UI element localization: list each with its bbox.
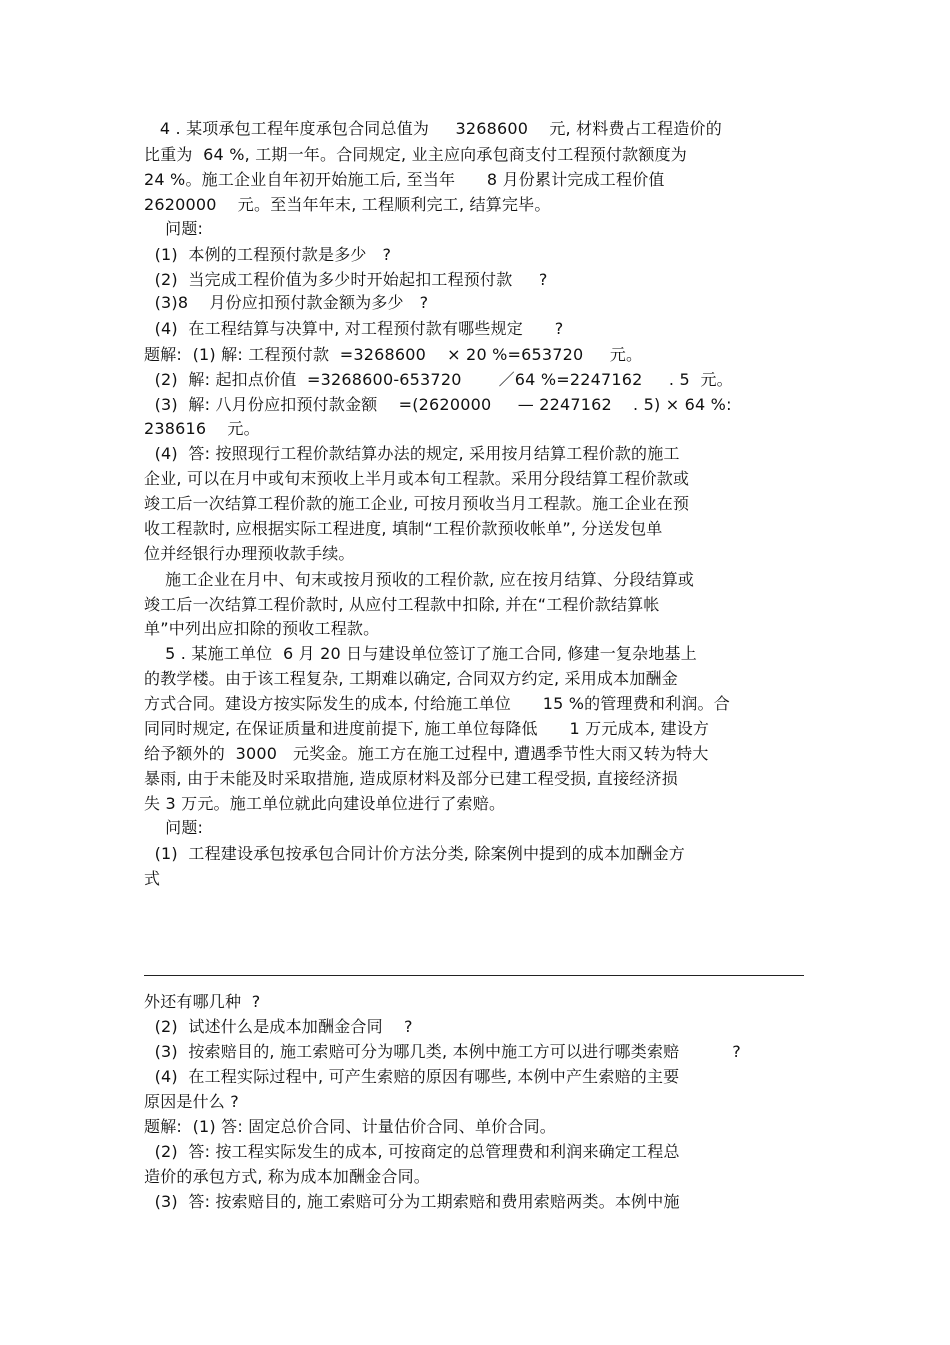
text-line: 2620000 元。至当年年末, 工程顺利完工, 结算完毕。 bbox=[144, 195, 551, 214]
text-line: (3) 答: 按索赔目的, 施工索赔可分为工期索赔和费用索赔两类。本例中施 bbox=[144, 1192, 680, 1211]
text-line: 4 . 某项承包工程年度承包合同总值为 3268600 元, 材料费占工程造价的 bbox=[144, 119, 722, 138]
text-line: 的教学楼。由于该工程复杂, 工期难以确定, 合同双方约定, 采用成本加酬金 bbox=[144, 669, 678, 688]
text-line: (2) 当完成工程价值为多少时开始起扣工程预付款 ? bbox=[144, 270, 548, 289]
text-line: 外还有哪几种 ? bbox=[144, 992, 261, 1011]
text-line: 题解: (1) 解: 工程预付款 =3268600 × 20 %=653720 元。 bbox=[144, 345, 643, 364]
text-line: (2) 答: 按工程实际发生的成本, 可按商定的总管理费和利润来确定工程总 bbox=[144, 1142, 680, 1161]
text-line: 造价的承包方式, 称为成本加酬金合同。 bbox=[144, 1167, 430, 1186]
text-line: 238616 元。 bbox=[144, 419, 260, 438]
text-line: 题解: (1) 答: 固定总价合同、计量估价合同、单价合同。 bbox=[144, 1117, 556, 1136]
text-line: (1) 工程建设承包按承包合同计价方法分类, 除案例中提到的成本加酬金方 bbox=[144, 844, 685, 863]
text-line: (3) 解: 八月份应扣预付款金额 =(2620000 — 2247162 . 5) × 64 %: bbox=[144, 395, 732, 414]
text-line: 竣工后一次结算工程价款时, 从应付工程款中扣除, 并在“工程价款结算帐 bbox=[144, 595, 660, 614]
text-line: 企业, 可以在月中或旬末预收上半月或本旬工程款。采用分段结算工程价款或 bbox=[144, 469, 690, 488]
text-line: (2) 试述什么是成本加酬金合同 ? bbox=[144, 1017, 413, 1036]
text-line: 方式合同。建设方按实际发生的成本, 付给施工单位 15 %的管理费和利润。合 bbox=[144, 694, 730, 713]
page-break-divider bbox=[144, 975, 804, 976]
text-line: (3)8 月份应扣预付款金额为多少 ? bbox=[144, 293, 429, 312]
text-line: 施工企业在月中、旬末或按月预收的工程价款, 应在按月结算、分段结算或 bbox=[144, 570, 695, 589]
text-line: 失 3 万元。施工单位就此向建设单位进行了索赔。 bbox=[144, 794, 506, 813]
text-line: 问题: bbox=[144, 219, 204, 238]
text-line: 同同时规定, 在保证质量和进度前提下, 施工单位每降低 1 万元成本, 建设方 bbox=[144, 719, 710, 738]
text-line: 收工程款时, 应根据实际工程进度, 填制“工程价款预收帐单”, 分送发包单 bbox=[144, 519, 663, 538]
text-line: (4) 在工程实际过程中, 可产生索赔的原因有哪些, 本例中产生索赔的主要 bbox=[144, 1067, 680, 1086]
text-line: (3) 按索赔目的, 施工索赔可分为哪几类, 本例中施工方可以进行哪类索赔 ? bbox=[144, 1042, 741, 1061]
text-line: 竣工后一次结算工程价款的施工企业, 可按月预收当月工程款。施工企业在预 bbox=[144, 494, 690, 513]
text-line: 24 %。施工企业自年初开始施工后, 至当年 8 月份累计完成工程价值 bbox=[144, 170, 665, 189]
text-line: 单”中列出应扣除的预收工程款。 bbox=[144, 619, 380, 638]
text-line: (4) 答: 按照现行工程价款结算办法的规定, 采用按月结算工程价款的施工 bbox=[144, 444, 680, 463]
text-line: 式 bbox=[144, 869, 161, 888]
text-line: (2) 解: 起扣点价值 =3268600-653720 ／64 %=2247162 . 5 元。 bbox=[144, 370, 733, 389]
text-line: 给予额外的 3000 元奖金。施工方在施工过程中, 遭遇季节性大雨又转为特大 bbox=[144, 744, 709, 763]
text-line: 位并经银行办理预收款手续。 bbox=[144, 544, 355, 563]
text-line: 比重为 64 %, 工期一年。合同规定, 业主应向承包商支付工程预付款额度为 bbox=[144, 145, 687, 164]
text-line: 5 . 某施工单位 6 月 20 日与建设单位签订了施工合同, 修建一复杂地基上 bbox=[144, 644, 697, 663]
text-line: (1) 本例的工程预付款是多少 ? bbox=[144, 245, 392, 264]
text-line: (4) 在工程结算与决算中, 对工程预付款有哪些规定 ? bbox=[144, 319, 564, 338]
text-line: 暴雨, 由于未能及时采取措施, 造成原材料及部分已建工程受损, 直接经济损 bbox=[144, 769, 678, 788]
text-line: 原因是什么 ? bbox=[144, 1092, 239, 1111]
text-line: 问题: bbox=[144, 818, 204, 837]
